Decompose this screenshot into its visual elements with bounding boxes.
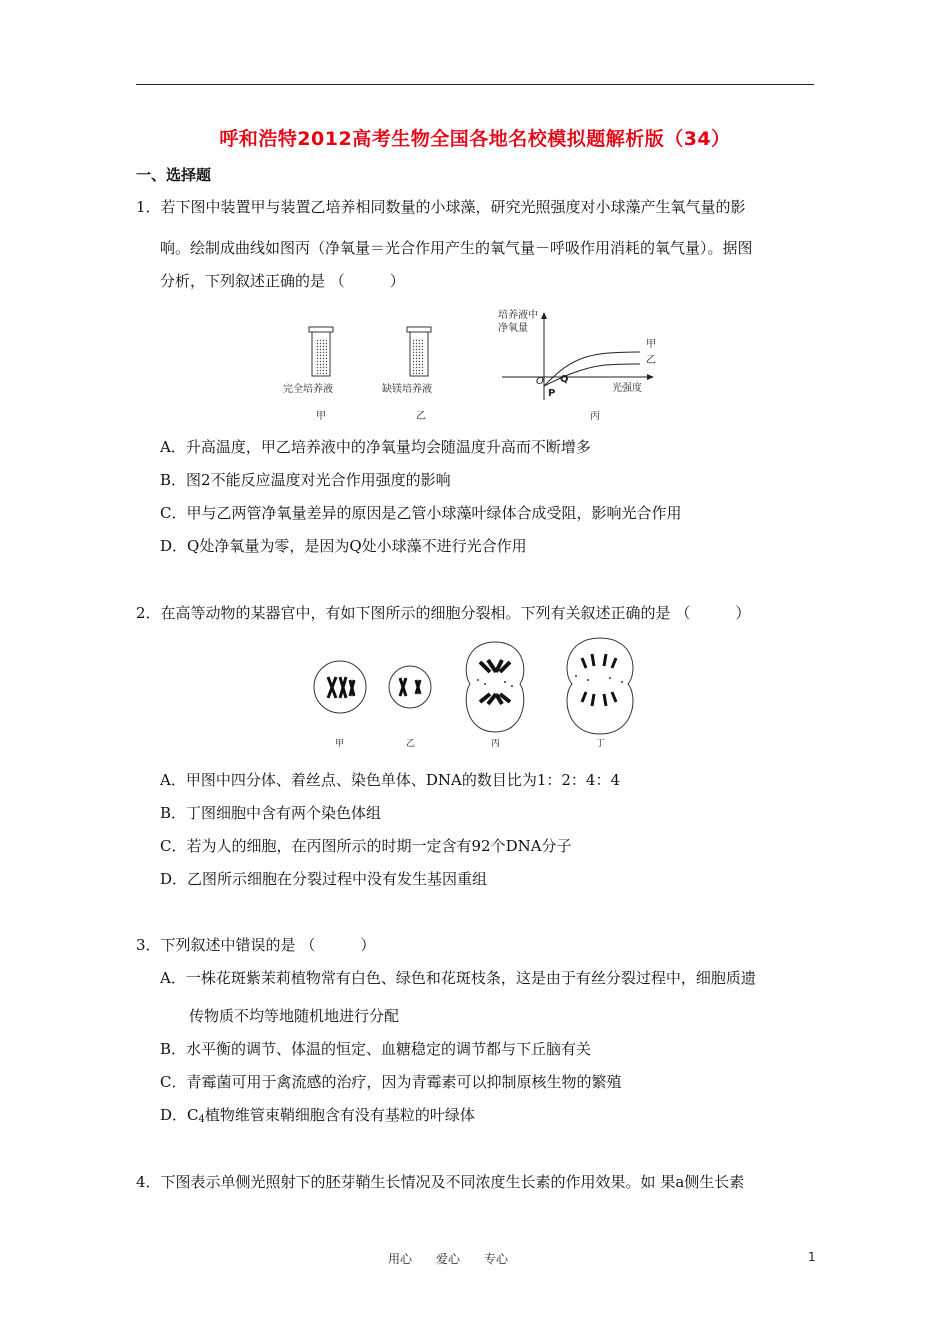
q2-option-d: D．乙图所示细胞在分裂过程中没有发生基因重组 <box>160 870 488 888</box>
q1-option-d: D．Q处净氧量为零，是因为Q处小球藻不进行光合作用 <box>160 537 527 555</box>
header-rule <box>136 84 814 85</box>
cell-ding-icon <box>567 638 633 734</box>
q4-stem: 4．下图表示单侧光照射下的胚芽鞘生长情况及不同浓度生长素的作用效果。如 果a侧生长素 <box>136 1173 745 1191</box>
footer-motto: 用心 爱心 专心 <box>388 1252 509 1266</box>
q1-option-a: A．升高温度，甲乙培养液中的净氧量均会随温度升高而不断增多 <box>160 438 591 456</box>
q2-option-c: C．若为人的细胞，在丙图所示的时期一定含有92个DNA分子 <box>160 837 572 855</box>
section-heading: 一、选择题 <box>136 166 212 184</box>
q3-option-d-text: 植物维管束鞘细胞含有没有基粒的叶绿体 <box>204 1106 475 1124</box>
page-number: 1 <box>808 1250 816 1264</box>
cell-caption-yi: 乙 <box>406 739 416 749</box>
q1-option-c: C．甲与乙两管净氧量差异的原因是乙管小球藻叶绿体合成受阻，影响光合作用 <box>160 504 682 522</box>
point-p-label: P <box>548 388 556 399</box>
test-tube-icon-1 <box>309 327 333 376</box>
caption-bing: 丙 <box>590 411 600 422</box>
test-tube-icon-2 <box>407 327 431 376</box>
cell-yi-icon <box>389 666 431 708</box>
q1-stem-line-3: 分析，下列叙述正确的是 （ ） <box>160 272 405 290</box>
point-q-label: Q <box>560 374 569 385</box>
cell-bing-icon <box>466 642 524 732</box>
cell-jia-icon <box>314 661 366 713</box>
origin-label: O <box>536 376 544 387</box>
q3-option-d-prefix: D．C <box>160 1106 199 1124</box>
q1-stem-line-2: 响。绘制成曲线如图丙（净氧量＝光合作用产生的氧气量－呼吸作用消耗的氧气量）。据图 <box>160 239 753 257</box>
q2-figure <box>310 632 650 752</box>
cell-caption-jia: 甲 <box>335 739 345 749</box>
q3-option-a-line-2: 传物质不均等地随机地进行分配 <box>189 1007 400 1025</box>
tube-1-label: 完全培养液 <box>283 384 333 395</box>
curve-label-yi: 乙 <box>646 355 656 366</box>
q3-option-a-line-1: A．一株花斑紫茉莉植物常有白色、绿色和花斑枝条，这是由于有丝分裂过程中，细胞质遗 <box>160 969 756 987</box>
q2-option-a: A．甲图中四分体、着丝点、染色单体、DNA的数目比为1：2：4：4 <box>160 771 620 789</box>
q1-figure <box>280 300 660 425</box>
q3-stem: 3．下列叙述中错误的是 （ ） <box>136 936 376 954</box>
q1-figure-svg <box>280 300 660 425</box>
caption-jia: 甲 <box>316 411 326 422</box>
q2-option-b: B．丁图细胞中含有两个染色体组 <box>160 804 382 822</box>
q3-option-c: C．青霉菌可用于禽流感的治疗，因为青霉素可以抑制原核生物的繁殖 <box>160 1073 622 1091</box>
cell-caption-ding: 丁 <box>596 739 606 749</box>
cell-caption-bing: 丙 <box>491 739 501 749</box>
graph-ylabel-1: 培养液中 <box>498 310 538 321</box>
q3-option-d <box>160 1105 475 1130</box>
q2-stem: 2．在高等动物的某器官中，有如下图所示的细胞分裂相。下列有关叙述正确的是 （ ） <box>136 604 751 622</box>
caption-yi: 乙 <box>416 411 426 422</box>
graph-xlabel: 光强度 <box>612 383 642 394</box>
q3-option-d-subscript: 4 <box>198 1114 205 1125</box>
tube-2-label: 缺镁培养液 <box>382 384 432 395</box>
graph-ylabel-2: 净氧量 <box>498 323 528 334</box>
q1-stem-line-1: 1．若下图中装置甲与装置乙培养相同数量的小球藻，研究光照强度对小球藻产生氧气量的影 <box>136 198 746 216</box>
q1-option-b: B．图2不能反应温度对光合作用强度的影响 <box>160 471 451 489</box>
curve-label-jia: 甲 <box>646 339 656 350</box>
q3-option-b: B．水平衡的调节、体温的恒定、血糖稳定的调节都与下丘脑有关 <box>160 1040 592 1058</box>
cell-division-figure-svg <box>310 632 650 752</box>
document-title: 呼和浩特2012高考生物全国各地名校模拟题解析版（34） <box>219 128 731 150</box>
